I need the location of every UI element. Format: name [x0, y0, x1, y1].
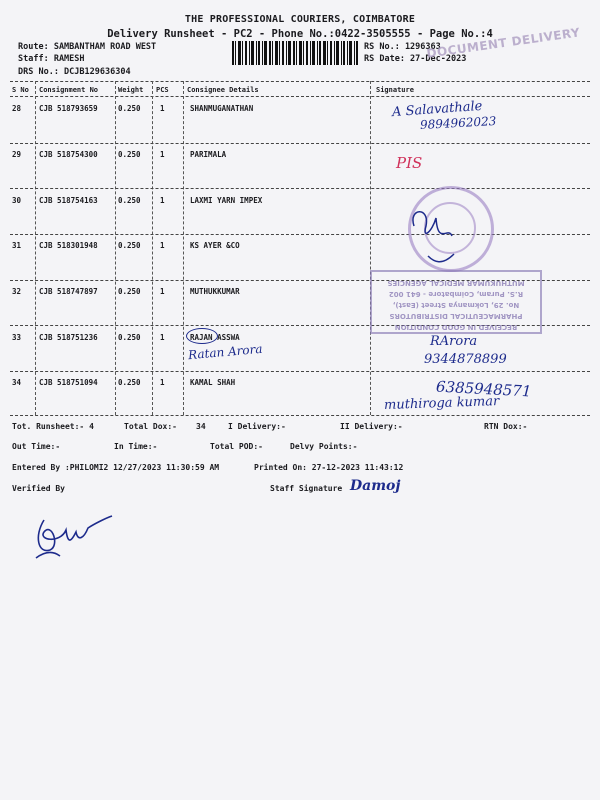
handwritten-signature: RArora	[430, 334, 478, 349]
row-pcs: 1	[160, 287, 165, 296]
table-header-rule	[10, 96, 590, 97]
row-consignee: PARIMALA	[190, 150, 227, 159]
row-consignment: CJB 518747897	[39, 287, 98, 296]
route-label: Route: SAMBANTHAM ROAD WEST	[18, 42, 157, 52]
row-pcs: 1	[160, 378, 165, 387]
rtn-dox-label: RTN Dox:-	[484, 422, 528, 431]
row-weight: 0.250	[118, 333, 141, 342]
row-pcs: 1	[160, 196, 165, 205]
row-sno: 32	[12, 287, 22, 296]
received-stamp-box: RECEIVED IN GOOD CONDITION PHARMACEUTICAL DISTRIBUTORS No. 29, Lokmanya Street (East), R.S. Puram, Coimbatore - 641 002 MUTHUKUMAR MEDICAL AGENCIES	[370, 270, 542, 334]
row-consignee: LAXMI YARN IMPEX	[190, 196, 263, 205]
row-rule	[10, 143, 590, 144]
row-consignment: CJB 518301948	[39, 241, 98, 250]
row-pcs: 1	[160, 104, 165, 113]
row-consignment: CJB 518754163	[39, 196, 98, 205]
delvy-points-label: Delvy Points:-	[290, 442, 358, 451]
row-rule	[10, 188, 590, 189]
row-weight: 0.250	[118, 104, 141, 113]
row-consignee: SHANMUGANATHAN	[190, 104, 254, 113]
total-dox-value: 34	[196, 422, 206, 431]
entered-by: Entered By :PHILOMI2 12/27/2023 11:30:59 AM	[12, 463, 220, 472]
row-weight: 0.250	[118, 241, 141, 250]
staff-signature-label: Staff Signature	[270, 484, 343, 493]
tot-runsheet: Tot. Runsheet:- 4	[12, 422, 94, 431]
col-header-signature: Signature	[376, 86, 414, 94]
col-divider	[370, 81, 371, 415]
row-pcs: 1	[160, 150, 165, 159]
col-header-weight: Weight	[118, 86, 144, 94]
row-consignee: KAMAL SHAH	[190, 378, 236, 387]
ii-delivery-label: II Delivery:-	[340, 422, 403, 431]
row-consignee: RAJAN ASSWA	[190, 333, 240, 342]
verified-by-label: Verified By	[12, 484, 65, 493]
runsheet-subtitle: Delivery Runsheet - PC2 - Phone No.:0422-3505555 - Page No.:4	[107, 28, 493, 40]
staff-signature: Damoj	[350, 478, 401, 494]
row-consignee: KS AYER &CO	[190, 241, 240, 250]
table-bottom-rule	[10, 415, 590, 416]
row-sno: 31	[12, 241, 22, 250]
rs-date: RS Date: 27-Dec-2023	[364, 54, 467, 64]
col-divider	[35, 81, 36, 415]
row-sno: 34	[12, 378, 22, 387]
verifier-signature-icon	[30, 510, 114, 570]
row-consignment: CJB 518751094	[39, 378, 98, 387]
handwritten-scribble	[404, 196, 464, 276]
row-weight: 0.250	[118, 150, 141, 159]
row-sno: 29	[12, 150, 22, 159]
row-pcs: 1	[160, 333, 165, 342]
handwritten-phone: 9894962023	[419, 114, 497, 132]
table-top-rule	[10, 81, 590, 82]
barcode-icon	[232, 41, 358, 65]
row-consignment: CJB 518793659	[39, 104, 98, 113]
staff-label: Staff: RAMESH	[18, 54, 85, 64]
row-weight: 0.250	[118, 196, 141, 205]
col-divider	[152, 81, 153, 415]
handwritten-phone: 6385948571	[435, 377, 532, 401]
out-time-label: Out Time:-	[12, 442, 61, 451]
col-header-consignee: Consignee Details	[187, 86, 259, 94]
row-rule	[10, 234, 590, 235]
in-time-label: In Time:-	[114, 442, 158, 451]
company-title: THE PROFESSIONAL COURIERS, COIMBATORE	[184, 14, 416, 25]
row-consignment: CJB 518751236	[39, 333, 98, 342]
document-delivery-stamp: DOCUMENT DELIVERY	[425, 25, 582, 61]
rs-number: RS No.: 1296363	[364, 42, 441, 52]
handwritten-mark: PIS	[396, 154, 423, 172]
row-pcs: 1	[160, 241, 165, 250]
total-pod-label: Total POD:-	[210, 442, 263, 451]
i-delivery-label: I Delivery:-	[228, 422, 286, 431]
handwritten-signature: Ratan Arora	[187, 341, 263, 363]
total-dox-label: Total Dox:-	[124, 422, 177, 431]
row-weight: 0.250	[118, 287, 141, 296]
row-consignee: MUTHUKKUMAR	[190, 287, 240, 296]
row-weight: 0.250	[118, 378, 141, 387]
col-header-sno: S No	[12, 86, 29, 94]
handwritten-phone: 9344878899	[424, 352, 507, 367]
col-header-consignment: Consignment No	[39, 86, 99, 94]
drs-number: DRS No.: DCJB129636304	[18, 67, 131, 77]
row-sno: 28	[12, 104, 22, 113]
handwritten-signature: A Salavathale	[391, 98, 483, 121]
row-rule	[10, 371, 590, 372]
col-divider	[115, 81, 116, 415]
row-consignment: CJB 518754300	[39, 150, 98, 159]
col-header-pcs: PCS	[156, 86, 169, 94]
handwritten-signature: muthiroga kumar	[383, 393, 500, 414]
col-divider	[183, 81, 184, 415]
row-sno: 33	[12, 333, 22, 342]
handwritten-circle-mark	[186, 328, 218, 344]
row-sno: 30	[12, 196, 22, 205]
printed-on: Printed On: 27-12-2023 11:43:12	[254, 463, 404, 472]
